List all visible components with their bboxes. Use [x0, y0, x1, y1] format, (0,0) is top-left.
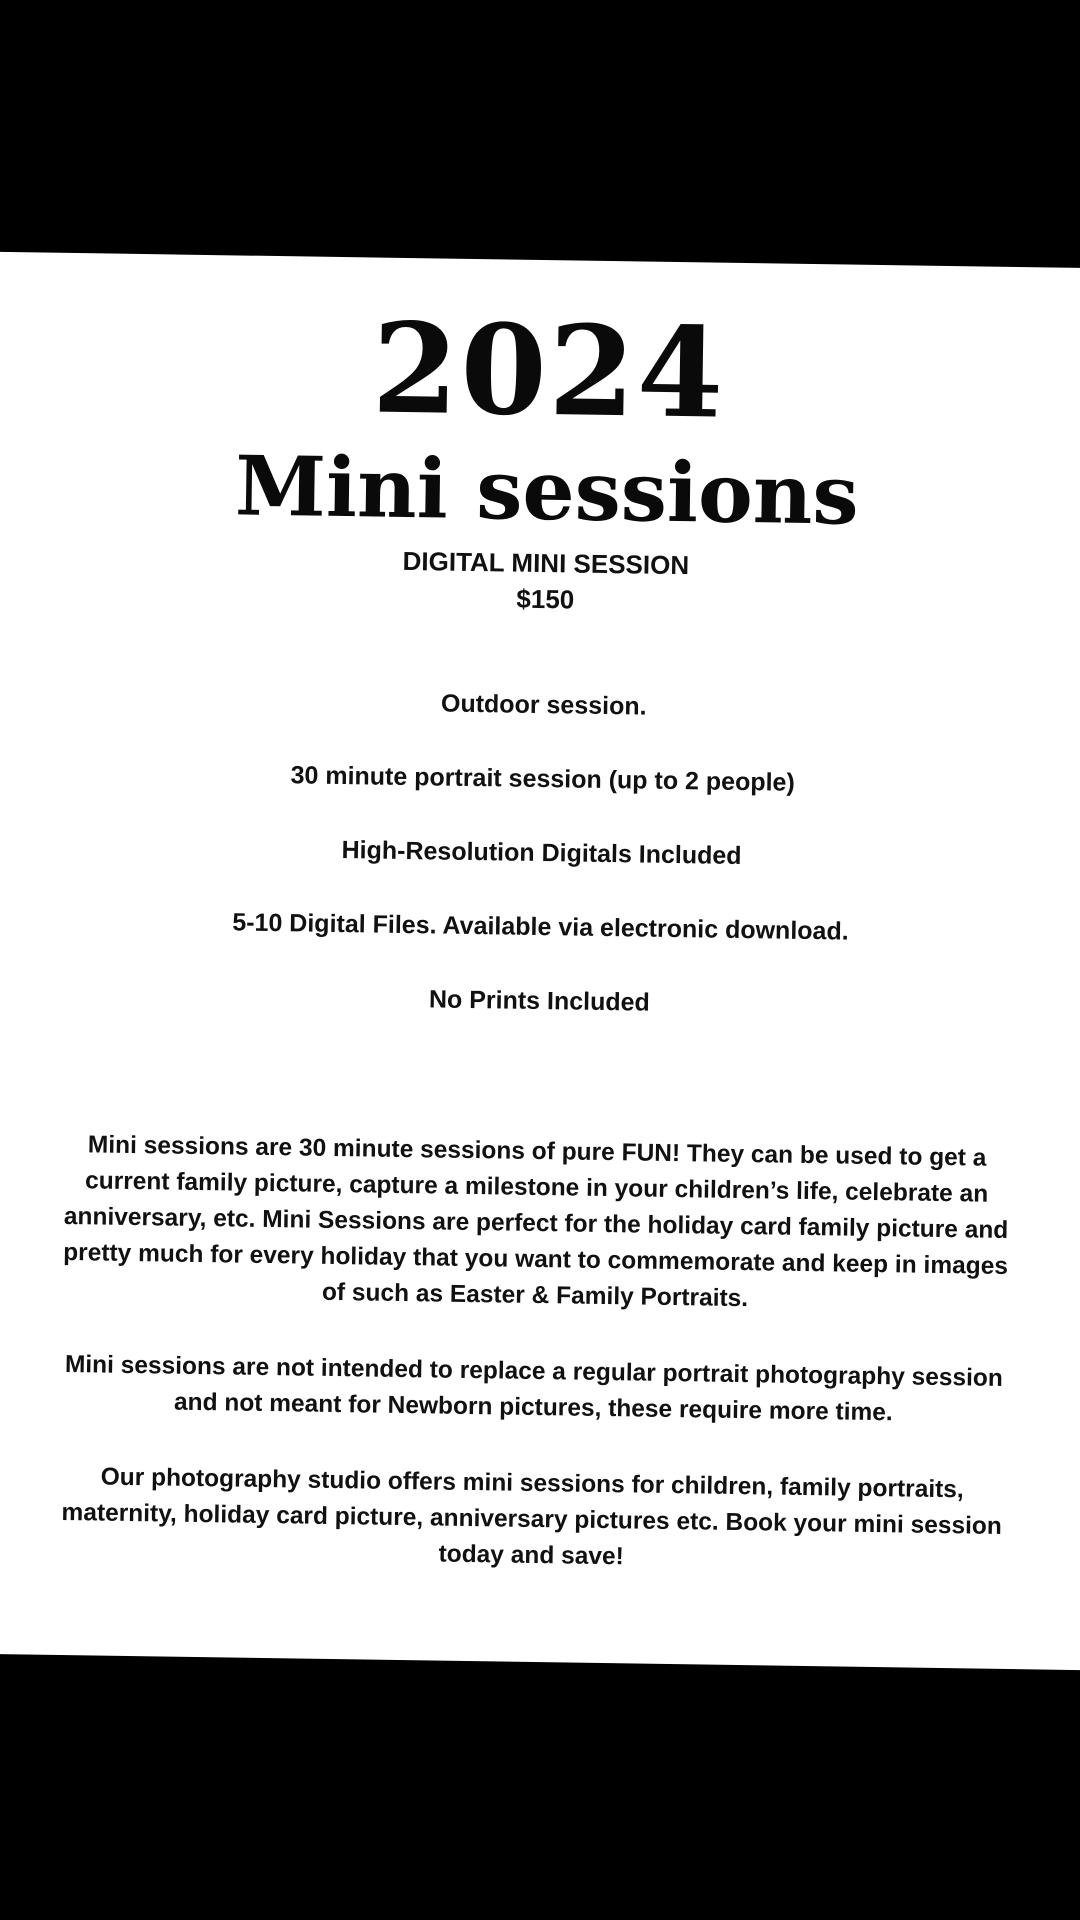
feature-item-files: 5-10 Digital Files. Available via electronic download.	[232, 908, 849, 946]
description	[50, 1127, 1017, 1621]
description-paragraph-offer: Our photography studio offers mini sessions for children, family portraits, maternity, holiday card picture, anniversary pictures etc. Book your mini session today and save!	[61, 1463, 1003, 1571]
headline-title: Mini sessions	[234, 438, 860, 544]
session-price: $150	[516, 583, 575, 615]
flyer-content	[0, 296, 1080, 1618]
feature-item-prints: No Prints Included	[428, 985, 651, 1017]
feature-item-duration: 30 minute portrait session (up to 2 people)	[290, 761, 795, 797]
feature-item-outdoor: Outdoor session.	[440, 689, 647, 721]
description-paragraph-limits: Mini sessions are not intended to replace a regular portrait photography session and not meant for Newborn pictures, these require more time.	[64, 1350, 1004, 1427]
feature-item-digitals: High-Resolution Digitals Included	[341, 836, 742, 870]
year-title: 2024	[371, 296, 727, 447]
session-type: DIGITAL MINI SESSION	[402, 545, 690, 581]
feature-list	[0, 680, 1080, 1066]
description-paragraph-intro: Mini sessions are 30 minute sessions of pure FUN! They can be used to get a current family picture, capture a milestone in your children’s life, celebrate an anniversary, etc. Mini Sessions are perfect for the holiday card family picture and pretty much for every holiday that you want to commemorate and keep in images of such as Easter & Family Portraits.	[62, 1131, 1009, 1313]
